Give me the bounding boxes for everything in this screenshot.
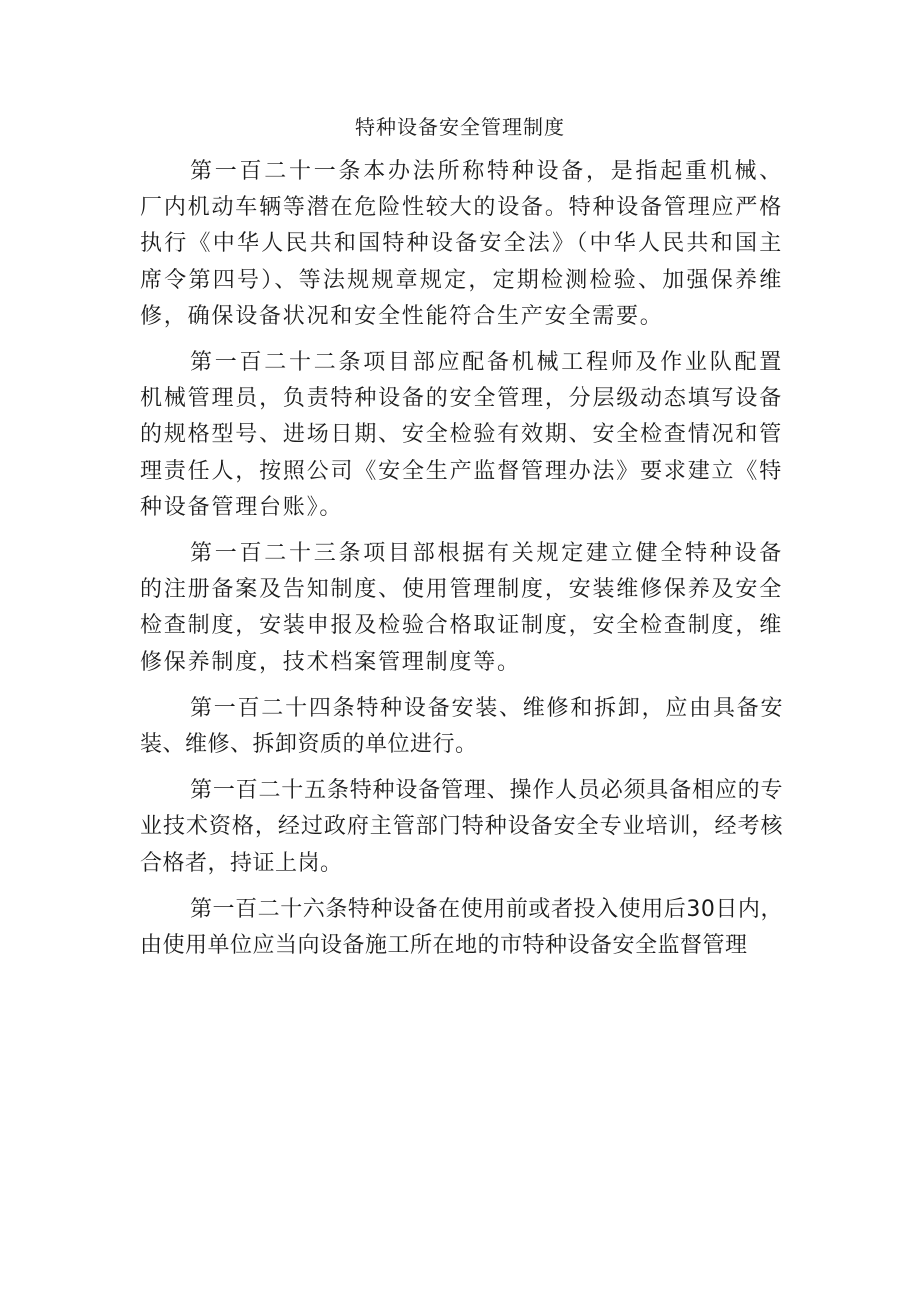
article-121: 第一百二十一条本办法所称特种设备，是指起重机械、厂内机动车辆等潜在危险性较大的设备。特种设备管理应严格执行《中华人民共和国特种设备安全法》（中华人民共和国主席令第四号）、等法规规章规定，定期检测检验、加强保养维修，确保设备状况和安全性能符合生产安全需要。 xyxy=(140,159,783,329)
article-122: 第一百二十二条项目部应配备机械工程师及作业队配置机械管理员，负责特种设备的安全管理，分层级动态填写设备的规格型号、进场日期、安全检验有效期、安全检查情况和管理责任人，按照公司《安全生产监督管理办法》要求建立《特种设备管理台账》。 xyxy=(140,350,783,520)
document-body xyxy=(140,154,783,964)
article-125: 第一百二十五条特种设备管理、操作人员必须具备相应的专业技术资格，经过政府主管部门特种设备安全专业培训，经考核合格者，持证上岗。 xyxy=(140,778,783,876)
article-126: 第一百二十六条特种设备在使用前或者投入使用后30日内，由使用单位应当向设备施工所在地的市特种设备安全监督管理 xyxy=(140,896,783,959)
article-124: 第一百二十四条特种设备安装、维修和拆卸，应由具备安装、维修、拆卸资质的单位进行。 xyxy=(140,695,783,758)
article-123: 第一百二十三条项目部根据有关规定建立健全特种设备的注册备案及告知制度、使用管理制度，安装维修保养及安全检查制度，安装申报及检验合格取证制度，安全检查制度，维修保养制度，技术档案管理制度等。 xyxy=(140,541,783,675)
document-title: 特种设备安全管理制度 xyxy=(355,115,565,139)
